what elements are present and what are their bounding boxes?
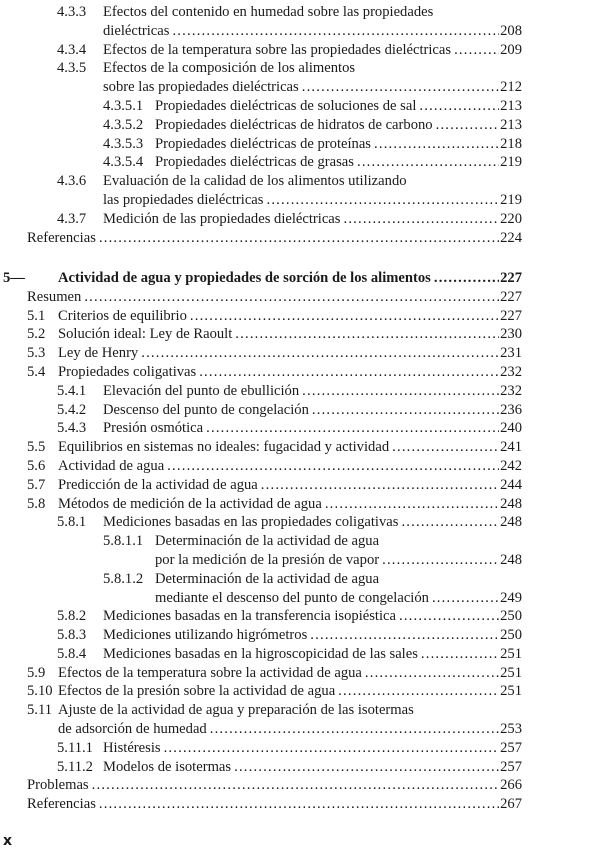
toc-entry[interactable] <box>0 269 522 288</box>
entry-page: 219 <box>500 191 522 208</box>
entry-page: 248 <box>500 514 522 531</box>
entry-title: Mediciones basadas en las propiedades coligativas <box>103 514 399 531</box>
leader-dots <box>261 476 499 495</box>
entry-page: 231 <box>500 345 522 362</box>
toc-entry[interactable] <box>0 589 522 608</box>
entry-number: 5.8.1 <box>57 514 87 531</box>
entry-page: 209 <box>500 41 522 58</box>
entry-number: 5.8.1.1 <box>103 533 144 550</box>
entry-number: 4.3.7 <box>57 210 87 227</box>
toc-entry[interactable] <box>0 3 522 22</box>
entry-title-line <box>155 589 522 608</box>
entry-number: 4.3.5.2 <box>103 116 144 133</box>
entry-title: Determinación de la actividad de agua <box>155 533 380 550</box>
leader-dots <box>172 22 499 41</box>
entry-title: de adsorción de humedad <box>58 721 207 738</box>
entry-page: 251 <box>500 645 522 662</box>
toc-entry[interactable] <box>0 288 522 307</box>
entry-page: 266 <box>500 777 522 794</box>
entry-number: 5.8.4 <box>57 645 87 662</box>
entry-title-line <box>103 78 522 97</box>
entry-title: Elevación del punto de ebullición <box>103 382 300 399</box>
toc-entry[interactable] <box>0 720 522 739</box>
entry-title: Ajuste de la actividad de agua y preparación de las isotermas <box>58 702 414 719</box>
entry-title: Mediciones utilizando higrómetros <box>103 627 308 644</box>
entry-number: 5.7 <box>27 476 46 493</box>
entry-page: 241 <box>500 439 522 456</box>
entry-page: 232 <box>500 363 522 380</box>
entry-number: 5.8 <box>27 495 46 512</box>
entry-title-line <box>27 795 522 814</box>
entry-number: 5.11.2 <box>57 758 93 775</box>
leader-dots <box>419 97 499 116</box>
entry-number: 5.11.1 <box>57 739 93 756</box>
toc-entry[interactable] <box>0 551 522 570</box>
entry-number: 4.3.6 <box>57 173 87 190</box>
toc-entry[interactable] <box>0 795 522 814</box>
toc-entry[interactable] <box>0 210 522 229</box>
entry-title-line <box>103 607 522 626</box>
entry-title-line <box>27 229 522 248</box>
leader-dots <box>302 78 499 97</box>
entry-page: 244 <box>500 476 522 493</box>
entry-title: Propiedades dieléctricas de soluciones de sal <box>155 97 417 114</box>
leader-dots <box>421 645 499 664</box>
entry-title-line <box>103 210 522 229</box>
entry-title-line <box>155 532 379 551</box>
toc-entry[interactable] <box>0 758 522 777</box>
toc-entry[interactable] <box>0 382 522 401</box>
entry-page: 227 <box>500 307 522 324</box>
entry-title-line <box>58 363 522 382</box>
entry-title-line <box>103 513 522 532</box>
toc-entry[interactable] <box>0 172 522 191</box>
entry-title-line <box>58 495 522 514</box>
entry-number: 4.3.5.1 <box>103 97 144 114</box>
entry-title-line <box>155 153 522 172</box>
entry-title-line <box>103 739 522 758</box>
entry-number: 4.3.4 <box>57 41 87 58</box>
entry-title: Propiedades dieléctricas de hidratos de carbono <box>155 116 433 133</box>
entry-page: 208 <box>500 22 522 39</box>
leader-dots <box>302 382 499 401</box>
leader-dots <box>199 363 499 382</box>
entry-page: 227 <box>500 288 522 305</box>
entry-title-line <box>103 401 522 420</box>
entry-title: las propiedades dieléctricas <box>103 191 264 208</box>
entry-number: 5.10 <box>27 683 53 700</box>
entry-page: 218 <box>500 135 522 152</box>
entry-number: 5.1 <box>27 307 46 324</box>
toc-entry[interactable] <box>0 570 522 589</box>
toc-entry[interactable] <box>0 495 522 514</box>
entry-title: dieléctricas <box>103 22 170 39</box>
entry-page: 249 <box>500 589 522 606</box>
entry-title-line <box>58 457 522 476</box>
entry-title-line <box>58 438 522 457</box>
toc-entry[interactable] <box>0 645 522 664</box>
entry-title: Ley de Henry <box>58 345 139 362</box>
entry-title: Métodos de medición de la actividad de agua <box>58 495 322 512</box>
leader-dots <box>436 116 500 135</box>
entry-title-line <box>58 701 414 720</box>
entry-title: Actividad de agua y propiedades de sorción de los alimentos <box>58 269 431 286</box>
toc-entry[interactable] <box>0 438 522 457</box>
entry-title-line <box>103 191 522 210</box>
toc-entry[interactable] <box>0 22 522 41</box>
entry-title: Mediciones basadas en la higroscopicidad de las sales <box>103 645 418 662</box>
toc-entry[interactable] <box>0 116 522 135</box>
entry-title: Problemas <box>27 777 89 794</box>
entry-title-line <box>103 382 522 401</box>
leader-dots <box>401 513 499 532</box>
entry-title-line <box>103 41 522 60</box>
entry-number: 5.5 <box>27 439 46 456</box>
entry-title-line <box>155 570 379 589</box>
entry-title: mediante el descenso del punto de congelación <box>155 589 429 606</box>
entry-title-line <box>58 476 522 495</box>
entry-title-line <box>58 682 522 701</box>
entry-title-line <box>103 59 355 78</box>
toc-entry[interactable] <box>0 191 522 210</box>
entry-number: 4.3.5 <box>57 60 87 77</box>
entry-number: 4.3.3 <box>57 4 87 20</box>
entry-title: Descenso del punto de congelación <box>103 401 309 418</box>
toc-entry[interactable] <box>0 135 522 154</box>
toc-entry[interactable] <box>0 41 522 60</box>
entry-title: Histéresis <box>103 739 161 756</box>
entry-title-line <box>58 720 522 739</box>
entry-title-line <box>155 551 522 570</box>
entry-number: 5.11 <box>27 702 52 719</box>
toc-entry[interactable] <box>0 419 522 438</box>
entry-title: por la medición de la presión de vapor <box>155 551 380 568</box>
entry-title: Mediciones basadas en la transferencia isopiéstica <box>103 608 396 625</box>
page-number: x <box>3 833 13 849</box>
entry-title-line <box>58 325 522 344</box>
leader-dots <box>343 210 499 229</box>
entry-title: Propiedades dieléctricas de grasas <box>155 154 354 171</box>
leader-dots <box>164 739 500 758</box>
entry-title: Evaluación de la calidad de los alimentos utilizando <box>103 173 407 190</box>
leader-dots <box>206 419 499 438</box>
entry-title-line <box>58 664 522 683</box>
entry-title-line <box>58 269 522 288</box>
leader-dots <box>84 288 499 307</box>
entry-title: Determinación de la actividad de agua <box>155 570 380 587</box>
table-of-contents <box>0 3 522 814</box>
toc-entry[interactable] <box>0 607 522 626</box>
entry-page: 251 <box>500 683 522 700</box>
entry-page: 212 <box>500 79 522 96</box>
leader-dots <box>92 776 499 795</box>
toc-entry[interactable] <box>0 682 522 701</box>
entry-page: 220 <box>500 210 522 227</box>
entry-title: Predicción de la actividad de agua <box>58 476 258 493</box>
entry-title-line <box>103 419 522 438</box>
leader-dots <box>310 626 499 645</box>
toc-entry[interactable] <box>0 532 522 551</box>
entry-page: 213 <box>500 97 522 114</box>
entry-title-line <box>58 307 522 326</box>
entry-number: 5.4.3 <box>57 420 87 437</box>
entry-number: 5.8.1.2 <box>103 570 144 587</box>
toc-entry[interactable] <box>0 776 522 795</box>
leader-dots <box>357 153 499 172</box>
leader-dots <box>312 401 499 420</box>
toc-entry[interactable] <box>0 325 522 344</box>
entry-number: 5.4 <box>27 363 46 380</box>
entry-title-line <box>103 3 433 22</box>
toc-entry[interactable] <box>0 513 522 532</box>
toc-entry[interactable] <box>0 229 522 248</box>
toc-entry[interactable] <box>0 344 522 363</box>
entry-page: 213 <box>500 116 522 133</box>
leader-dots <box>338 682 499 701</box>
entry-page: 219 <box>500 154 522 171</box>
leader-dots <box>210 720 499 739</box>
leader-dots <box>190 307 499 326</box>
entry-page: 248 <box>500 495 522 512</box>
entry-number: 5.4.1 <box>57 382 87 399</box>
entry-number: 4.3.5.3 <box>103 135 144 152</box>
entry-title: Efectos de la temperatura sobre la actividad de agua <box>58 664 362 681</box>
entry-title-line <box>103 626 522 645</box>
entry-title: Propiedades coligativas <box>58 363 197 380</box>
toc-entry[interactable] <box>0 97 522 116</box>
toc-entry[interactable] <box>0 457 522 476</box>
entry-number: 5.6 <box>27 457 46 474</box>
entry-page: 257 <box>500 758 522 775</box>
entry-page: 251 <box>500 664 522 681</box>
entry-title: sobre las propiedades dieléctricas <box>103 79 299 96</box>
section-spacer <box>0 247 522 269</box>
leader-dots <box>365 664 499 683</box>
entry-number: 5.4.2 <box>57 401 87 418</box>
entry-page: 224 <box>500 229 522 246</box>
entry-title: Referencias <box>27 796 96 813</box>
entry-title-line <box>27 776 522 795</box>
entry-title-line <box>155 135 522 154</box>
entry-page: 232 <box>500 382 522 399</box>
entry-page: 253 <box>500 721 522 738</box>
entry-number: 5.8.3 <box>57 627 87 644</box>
entry-title: Criterios de equilibrio <box>58 307 187 324</box>
leader-dots <box>374 135 499 154</box>
leader-dots <box>392 438 499 457</box>
toc-entry[interactable] <box>0 59 522 78</box>
leader-dots <box>325 495 499 514</box>
entry-title-line <box>58 344 522 363</box>
leader-dots <box>266 191 499 210</box>
leader-dots <box>432 589 499 608</box>
entry-title: Equilibrios en sistemas no ideales: fugacidad y actividad <box>58 439 390 456</box>
entry-page: 236 <box>500 401 522 418</box>
entry-title-line <box>103 758 522 777</box>
toc-entry[interactable] <box>0 664 522 683</box>
entry-title: Efectos de la composición de los alimentos <box>103 60 356 77</box>
entry-title: Efectos de la temperatura sobre las propiedades dieléctricas <box>103 41 452 58</box>
leader-dots <box>454 41 499 60</box>
entry-title: Actividad de agua <box>58 457 165 474</box>
toc-entry[interactable] <box>0 476 522 495</box>
entry-title: Efectos de la presión sobre la actividad de agua <box>58 683 336 700</box>
toc-entry[interactable] <box>0 78 522 97</box>
leader-dots <box>99 229 499 248</box>
entry-title: Efectos del contenido en humedad sobre las propiedades <box>103 4 434 20</box>
entry-title-line <box>103 645 522 664</box>
entry-title: Solución ideal: Ley de Raoult <box>58 326 233 343</box>
entry-title: Presión osmótica <box>103 420 204 437</box>
toc-entry[interactable] <box>0 363 522 382</box>
toc-entry[interactable] <box>0 626 522 645</box>
leader-dots <box>167 457 499 476</box>
entry-number: 5— <box>3 269 25 286</box>
leader-dots <box>141 344 499 363</box>
leader-dots <box>235 325 499 344</box>
entry-page: 248 <box>500 551 522 568</box>
entry-title-line <box>103 172 407 191</box>
entry-page: 230 <box>500 326 522 343</box>
entry-page: 250 <box>500 627 522 644</box>
leader-dots <box>382 551 499 570</box>
entry-page: 257 <box>500 739 522 756</box>
entry-title-line <box>155 116 522 135</box>
entry-title: Medición de las propiedades dieléctricas <box>103 210 341 227</box>
entry-number: 4.3.5.4 <box>103 154 144 171</box>
entry-title: Modelos de isotermas <box>103 758 232 775</box>
leader-dots <box>434 269 499 288</box>
entry-title: Referencias <box>27 229 96 246</box>
entry-title: Propiedades dieléctricas de proteínas <box>155 135 371 152</box>
entry-title-line <box>103 22 522 41</box>
entry-title: Resumen <box>27 288 82 305</box>
entry-number: 5.8.2 <box>57 608 87 625</box>
leader-dots <box>399 607 499 626</box>
entry-number: 5.2 <box>27 326 46 343</box>
entry-page: 227 <box>500 269 522 286</box>
entry-page: 240 <box>500 420 522 437</box>
toc-entry[interactable] <box>0 701 522 720</box>
entry-number: 5.9 <box>27 664 46 681</box>
leader-dots <box>99 795 499 814</box>
entry-number: 5.3 <box>27 345 46 362</box>
toc-entry[interactable] <box>0 153 522 172</box>
entry-title-line <box>155 97 522 116</box>
toc-entry[interactable] <box>0 307 522 326</box>
entry-title-line <box>27 288 522 307</box>
leader-dots <box>234 758 499 777</box>
entry-page: 242 <box>500 457 522 474</box>
toc-entry[interactable] <box>0 739 522 758</box>
entry-page: 250 <box>500 608 522 625</box>
entry-page: 267 <box>500 796 522 813</box>
toc-entry[interactable] <box>0 401 522 420</box>
